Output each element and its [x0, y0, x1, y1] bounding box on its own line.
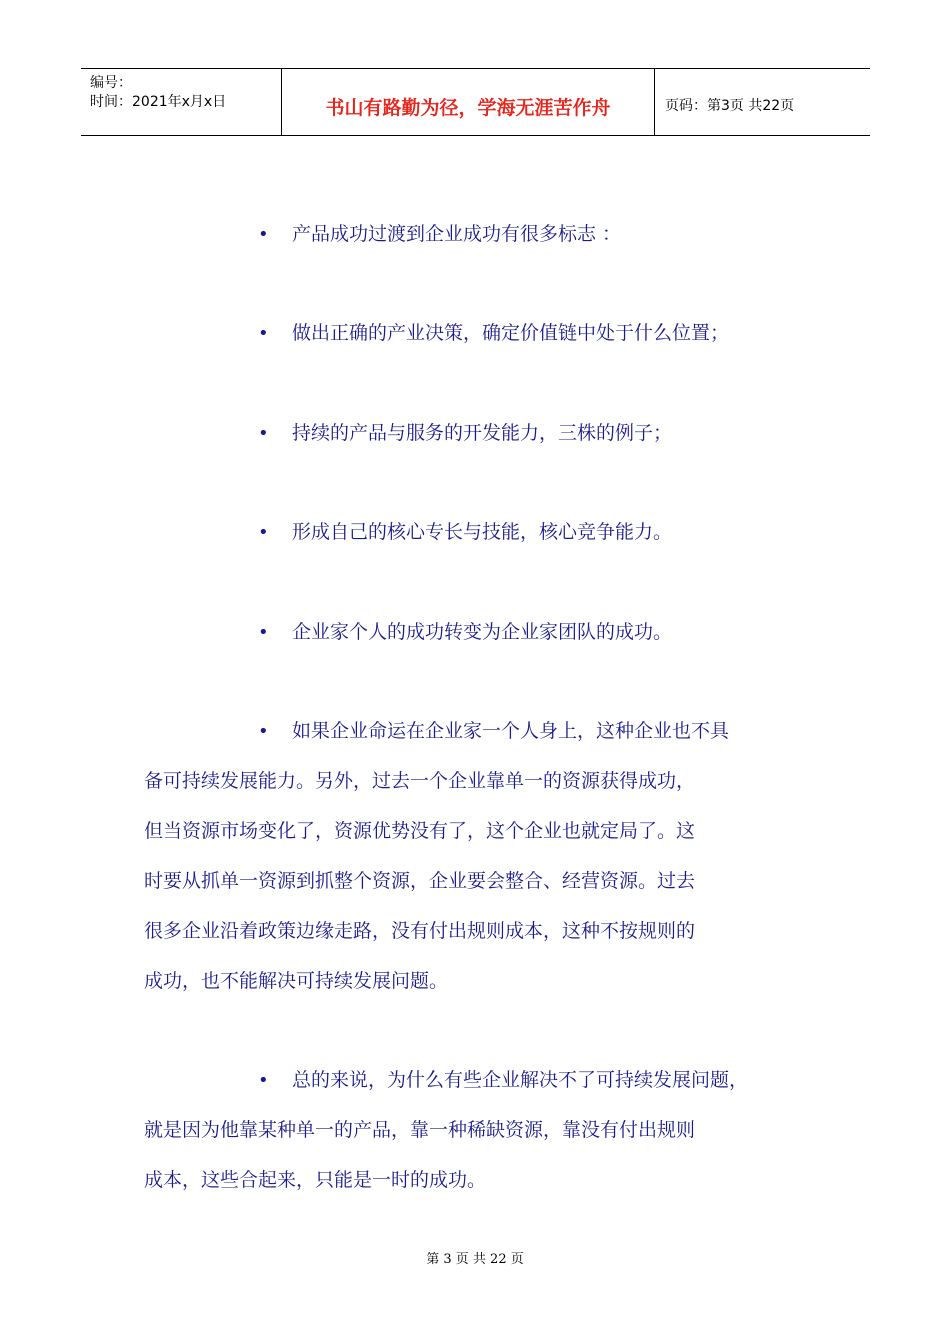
bullet-icon: •	[258, 522, 269, 543]
bullet-icon: •	[258, 622, 269, 643]
header-code-label: 编号：	[90, 75, 132, 91]
paragraph-2-line: 总的来说，为什么有些企业解决不了可持续发展问题，	[292, 1069, 749, 1091]
header-right-cell	[655, 69, 870, 135]
bullet-item-5: 企业家个人的成功转变为企业家团队的成功。	[292, 621, 673, 643]
document-header	[81, 68, 870, 136]
paragraph-1-line: 成功，也不能解决可持续发展问题。	[144, 970, 449, 992]
paragraph-1	[144, 722, 824, 1002]
header-motto: 书山有路勤为径，学海无涯苦作舟	[325, 97, 611, 119]
bullet-icon: •	[258, 224, 269, 245]
header-page-label: 页码：第3页 共22页	[665, 98, 795, 114]
bullet-item-4: 形成自己的核心专长与技能，核心竞争能力。	[292, 521, 673, 543]
paragraph-2	[144, 1071, 834, 1201]
header-left-cell	[81, 69, 281, 135]
bullet-icon: •	[258, 721, 269, 742]
paragraph-2-line: 就是因为他靠某种单一的产品，靠一种稀缺资源，靠没有付出规则	[144, 1119, 696, 1141]
paragraph-1-line: 如果企业命运在企业家一个人身上，这种企业也不具	[292, 720, 730, 742]
bullet-icon: •	[258, 1070, 269, 1091]
paragraph-2-line: 成本，这些合起来，只能是一时的成功。	[144, 1169, 487, 1191]
header-time-label: 时间：2021年x月x日	[90, 94, 227, 110]
bullet-icon: •	[258, 423, 269, 444]
paragraph-1-line: 但当资源市场变化了，资源优势没有了，这个企业也就定局了。这	[144, 820, 696, 842]
bullet-item-1: 产品成功过渡到企业成功有很多标志 ：	[292, 223, 622, 245]
paragraph-1-line: 很多企业沿着政策边缘走路，没有付出规则成本，这种不按规则的	[144, 920, 696, 942]
paragraph-1-line: 时要从抓单一资源到抓整个资源，企业要会整合、经营资源。过去	[144, 870, 696, 892]
bullet-item-3: 持续的产品与服务的开发能力，三株的例子；	[292, 422, 673, 444]
header-middle-cell	[281, 69, 655, 135]
paragraph-1-line: 备可持续发展能力。另外，过去一个企业靠单一的资源获得成功，	[144, 770, 696, 792]
page-footer: 第 3 页 共 22 页	[426, 1252, 524, 1267]
bullet-icon: •	[258, 323, 269, 344]
bullet-item-2: 做出正确的产业决策，确定价值链中处于什么位置；	[292, 322, 730, 344]
